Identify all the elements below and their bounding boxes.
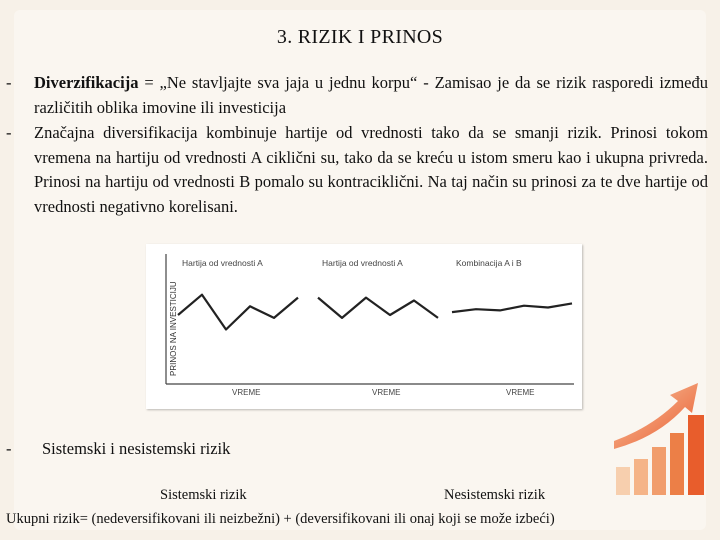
returns-figure bbox=[146, 244, 582, 409]
panel-xlabel: VREME bbox=[372, 388, 401, 397]
bullet-text: Značajna diversifikacija kombinuje hartije od vrednosti tako da se smanji rizik. Prinosi tokom vremena na hartiju od vrednosti A ciklični su, tako da se kreću u istom smeru kao i ukupna privreda. Prinosi na hartiju od vrednosti B pomalo su kontraciklični. Na taj način su prinosi za te dve hartije od vrednosti negativno korelisani. bbox=[34, 123, 708, 216]
bullet-text: Sistemski i nesistemski rizik bbox=[42, 439, 231, 458]
bullet-dash: - bbox=[6, 73, 12, 92]
systemic-risk-label: Sistemski rizik bbox=[160, 487, 247, 503]
panel-xlabel: VREME bbox=[506, 388, 535, 397]
bullet-dash: - bbox=[6, 439, 12, 458]
bullet-dash: - bbox=[6, 123, 12, 142]
returns-charts-svg bbox=[146, 244, 582, 409]
slide-title: 3. RIZIK I PRINOS bbox=[276, 26, 444, 48]
panel-title: Kombinacija A i B bbox=[456, 258, 522, 268]
y-axis-label: PRINOS NA INVESTICIJU bbox=[169, 281, 178, 376]
series-line bbox=[318, 298, 438, 318]
series-line bbox=[178, 295, 298, 330]
series-line bbox=[452, 303, 572, 312]
bullet-definition: = „Ne stavljajte sva jaja u jednu korpu“ - Zamisao je da se rizik rasporedi između različitih oblika imovine ili investicija bbox=[34, 73, 708, 117]
panel-title: Hartija od vrednosti A bbox=[182, 258, 263, 268]
bullet-text bbox=[34, 71, 708, 120]
bullet-bold-term: Diverzifikacija bbox=[34, 73, 139, 92]
panel-xlabel: VREME bbox=[232, 388, 261, 397]
panel-title: Hartija od vrednosti A bbox=[322, 258, 403, 268]
total-risk-formula: Ukupni rizik= (nedeversifikovani ili neizbežni) + (deversifikovani ili onaj koji se može izbeći) bbox=[6, 511, 555, 527]
growth-bar-chart-arrow-icon bbox=[612, 375, 712, 495]
nonsystemic-risk-label: Nesistemski rizik bbox=[444, 487, 546, 503]
